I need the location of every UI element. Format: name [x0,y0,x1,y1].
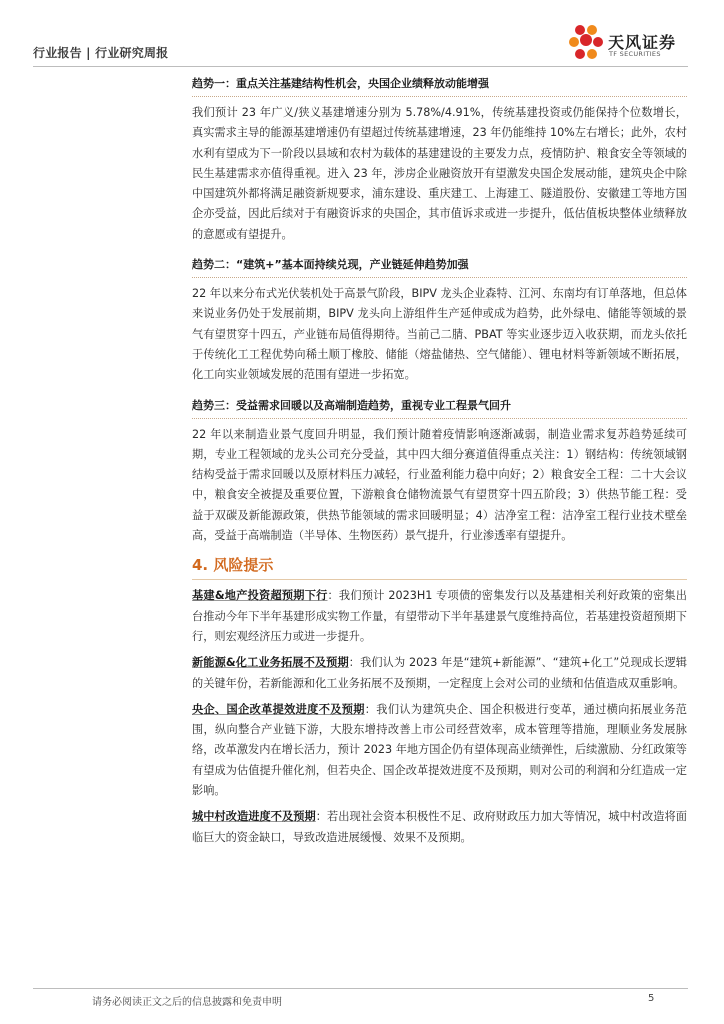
risk-item-body: ：若出现社会资本积极性不足、政府财政压力加大等情况，城中村改造将面临巨大的资金缺口，导致改造进展缓慢、效果不及预期。 [192,810,687,844]
report-header-label: 行业报告 | 行业研究周报 [33,46,169,60]
footer-divider [33,988,688,989]
disclaimer-note: 请务必阅读正文之后的信息披露和免责申明 [92,997,282,1008]
logo-chinese-name: 天风证券 [608,33,677,52]
trend-3-body: 22 年以来制造业景气度回升明显，我们预计随着疫情影响逐渐减弱，制造业需求复苏趋势延续可期，专业工程领域的龙头公司充分受益，其中四大细分赛道值得重点关注：1）钢结构：传统领域钢结构受益于需求回暖以及原材料压力减轻，行业盈利能力稳中向好；2）粮食安全工程：二十大会议中，粮食安全被提及重要位置，下游粮食仓储物流景气有望贯穿十四五阶段；3）供热节能工程：受益于双碳及新能源政策，供热节能领域的需求回暖明显；4）洁净室工程：洁净室工程行业技术壁垒高，受益于高端制造（半导体、生物医药）景气提升，行业渗透率有望提升。 [192,427,687,543]
main-content [192,70,687,854]
trend-2-body: 22 年以来分布式光伏装机处于高景气阶段，BIPV 龙头企业森特、江河、东南均有订单落地，但总体来说业务仍处于发展前期，BIPV 龙头向上游组件生产延伸或成为趋势，此外绿电、储能等领域的景气有望贯穿十四五，产业链布局值得期待。当前己二腈、PBAT 等实业逐步迈入收获期，而龙头依托于传统化工工程优势向稀土顺丁橡胶、储能（熔盐储热、空气储能）、锂电材料等新领域不断拓展，化工向实业领域发展的范围有望进一步拓宽。 [192,287,687,382]
risk-item-heading: 央企、国企改革提效进度不及预期 [192,702,365,716]
risk-item [192,653,687,694]
risk-item [192,586,687,647]
risk-item [192,700,687,801]
trend-2-heading: 趋势二：“建筑+”基本面持续兑现，产业链延伸趋势加强 [192,251,687,278]
company-logo [568,22,698,62]
page-number: 5 [648,993,655,1004]
risk-item-heading: 新能源&化工业务拓展不及预期 [192,656,349,670]
risk-item-body: ：我们认为建筑央企、国企积极进行变革，通过横向拓展业务范围，纵向整合产业链下游，大股东增持改善上市公司经营效率，成本管理等措施，理顺业务发展脉络，改革激发内在增长活力，预计 2023 年地方国企仍有望体现高业绩弹性，后续激励、分红政策等有望成为估值提升催化剂，但若央企、国企改革提效进度不及预期，则对公司的利润和分红造成一定影响。 [192,702,687,798]
risk-section-title: 4. 风险提示 [192,554,687,580]
trend-1-body: 我们预计 23 年广义/狭义基建增速分别为 5.78%/4.91%，传统基建投资或仍能保持个位数增长，真实需求主导的能源基建增速仍有望超过传统基建增速，23 年仍能维持 10%左右增长；此外，农村水利有望成为下一阶段以县域和农村为载体的基建建设的主要发力点，疫情防护、粮食安全等领域的民生基建需求亦值得重视。进入 23 年，涉房企业融资放开有望激发央国企发展动能，建筑央企中除中国建筑外都将满足融资新规要求，浦东建设、重庆建工、上海建工、隧道股份、安徽建工等地方国企亦受益，因此后续对于有融资诉求的央国企，其市值诉求或进一步提升，低估值板块整体业绩释放的意愿或有望提升。 [192,106,687,241]
risk-item-body: ：我们认为 2023 年是“建筑+新能源”、“建筑+化工”兑现成长逻辑的关键年份，若新能源和化工业务拓展不及预期，一定程度上会对公司的业绩和估值造成双重影响。 [192,656,687,690]
risk-item-heading: 城中村改造进度不及预期 [192,810,316,824]
logo-english-name: TF SECURITIES [609,50,661,58]
header-divider [33,66,688,67]
trend-1-heading: 趋势一：重点关注基建结构性机会，央国企业绩释放动能增强 [192,70,687,97]
logo-mark-icon [568,22,606,62]
risk-item-heading: 基建&地产投资超预期下行 [192,589,328,603]
risk-item-body: ：我们预计 2023H1 专项债的密集发行以及基建相关利好政策的密集出台推动今年下半年基建形成实物工作量，有望带动下半年基建景气度维持高位，若基建投资超预期下行，则宏观经济压力或进一步提升。 [192,589,687,643]
risk-item [192,807,687,848]
trend-3-heading: 趋势三：受益需求回暖以及高端制造趋势，重视专业工程景气回升 [192,392,687,419]
